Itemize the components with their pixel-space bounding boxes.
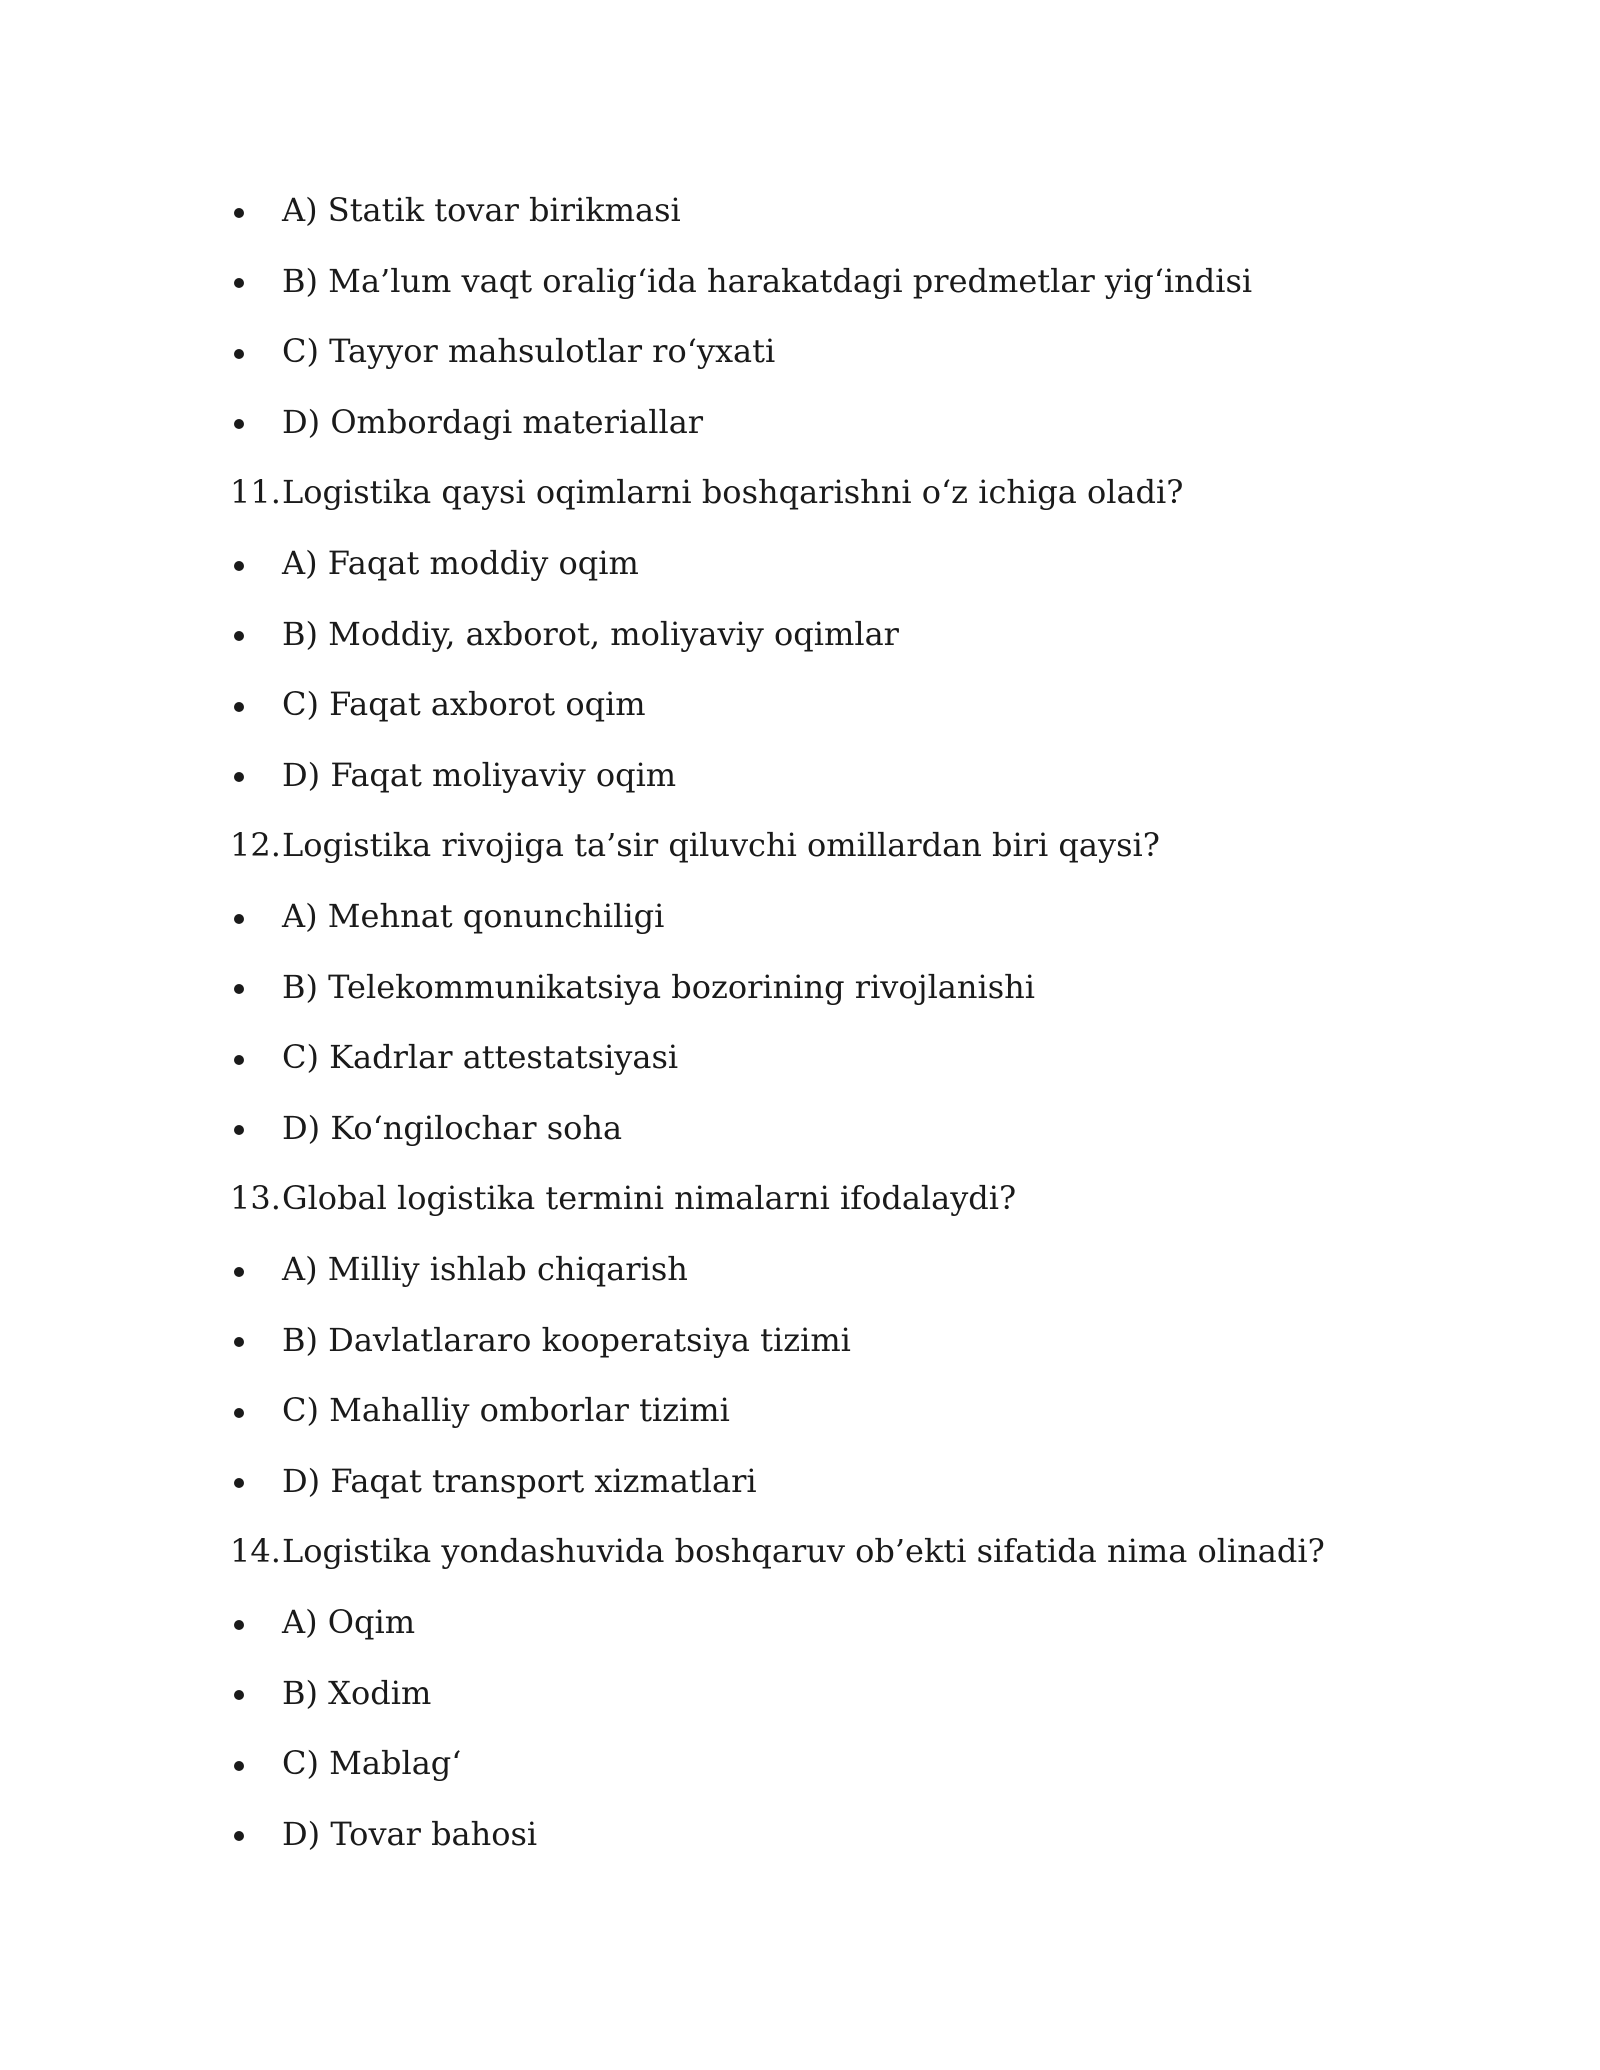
option-item bbox=[230, 259, 1252, 303]
question-text: Logistika yondashuvida boshqaruv ob’ekti sifatida nima olinadi? bbox=[282, 1532, 1325, 1571]
option-text: C) Kadrlar attestatsiyasi bbox=[282, 1038, 679, 1077]
option-text: C) Faqat axborot oqim bbox=[282, 685, 646, 724]
option-text: C) Mablag‘ bbox=[282, 1744, 462, 1783]
option-item bbox=[230, 400, 703, 444]
bullet-icon bbox=[230, 1459, 282, 1503]
question-text: Global logistika termini nimalarni ifodalaydi? bbox=[282, 1179, 1017, 1218]
bullet-icon bbox=[230, 1035, 282, 1079]
bullet-icon bbox=[230, 682, 282, 726]
question-item bbox=[230, 823, 1160, 867]
option-text: B) Ma’lum vaqt oralig‘ida harakatdagi predmetlar yig‘indisi bbox=[282, 261, 1253, 300]
option-text: C) Mahalliy omborlar tizimi bbox=[282, 1391, 730, 1430]
bullet-icon bbox=[230, 1388, 282, 1432]
option-item bbox=[230, 894, 664, 938]
option-item bbox=[230, 612, 899, 656]
question-number: 13. bbox=[230, 1179, 281, 1218]
bullet-icon bbox=[230, 612, 282, 656]
option-text: C) Tayyor mahsulotlar ro‘yxati bbox=[282, 332, 776, 371]
option-item bbox=[230, 1812, 537, 1856]
bullet-icon bbox=[230, 1318, 282, 1362]
option-text: B) Xodim bbox=[282, 1673, 432, 1712]
option-item bbox=[230, 965, 1035, 1009]
option-item bbox=[230, 1035, 678, 1079]
bullet-icon bbox=[230, 894, 282, 938]
bullet-icon bbox=[230, 400, 282, 444]
bullet-icon bbox=[230, 1741, 282, 1785]
question-number: 14. bbox=[230, 1532, 281, 1571]
option-text: B) Davlatlararo kooperatsiya tizimi bbox=[282, 1320, 851, 1359]
bullet-icon bbox=[230, 753, 282, 797]
question-text: Logistika qaysi oqimlarni boshqarishni o‘z ichiga oladi? bbox=[282, 473, 1184, 512]
option-text: D) Tovar bahosi bbox=[282, 1814, 538, 1853]
option-text: A) Oqim bbox=[282, 1603, 416, 1641]
option-item bbox=[230, 1741, 461, 1785]
question-item bbox=[230, 470, 1183, 514]
bullet-icon bbox=[230, 329, 282, 373]
option-item bbox=[230, 1247, 688, 1291]
option-item bbox=[230, 682, 646, 726]
option-text: D) Faqat moliyaviy oqim bbox=[282, 755, 677, 794]
question-text: Logistika rivojiga ta’sir qiluvchi omillardan biri qaysi? bbox=[282, 826, 1160, 865]
option-text: A) Mehnat qonunchiligi bbox=[282, 897, 665, 935]
bullet-icon bbox=[230, 1247, 282, 1291]
option-item bbox=[230, 188, 681, 232]
bullet-icon bbox=[230, 965, 282, 1009]
option-text: A) Statik tovar birikmasi bbox=[282, 191, 681, 229]
question-item bbox=[230, 1529, 1325, 1573]
bullet-icon bbox=[230, 188, 282, 232]
option-text: B) Telekommunikatsiya bozorining rivojlanishi bbox=[282, 967, 1035, 1006]
option-item bbox=[230, 1106, 622, 1150]
question-item bbox=[230, 1176, 1016, 1220]
bullet-icon bbox=[230, 1106, 282, 1150]
option-item bbox=[230, 1318, 851, 1362]
question-number: 12. bbox=[230, 826, 281, 865]
option-item bbox=[230, 753, 676, 797]
bullet-icon bbox=[230, 259, 282, 303]
option-text: D) Ombordagi materiallar bbox=[282, 402, 704, 441]
option-text: B) Moddiy, axborot, moliyaviy oqimlar bbox=[282, 614, 899, 653]
bullet-icon bbox=[230, 1812, 282, 1856]
option-item bbox=[230, 1459, 757, 1503]
option-text: D) Ko‘ngilochar soha bbox=[282, 1108, 623, 1147]
option-item bbox=[230, 541, 639, 585]
option-text: A) Faqat moddiy oqim bbox=[282, 544, 639, 582]
option-item bbox=[230, 1671, 431, 1715]
option-text: D) Faqat transport xizmatlari bbox=[282, 1461, 757, 1500]
option-item bbox=[230, 1600, 415, 1644]
bullet-icon bbox=[230, 1671, 282, 1715]
bullet-icon bbox=[230, 1600, 282, 1644]
option-text: A) Milliy ishlab chiqarish bbox=[282, 1250, 688, 1288]
question-number: 11. bbox=[230, 473, 281, 512]
option-item bbox=[230, 329, 775, 373]
bullet-icon bbox=[230, 541, 282, 585]
option-item bbox=[230, 1388, 730, 1432]
